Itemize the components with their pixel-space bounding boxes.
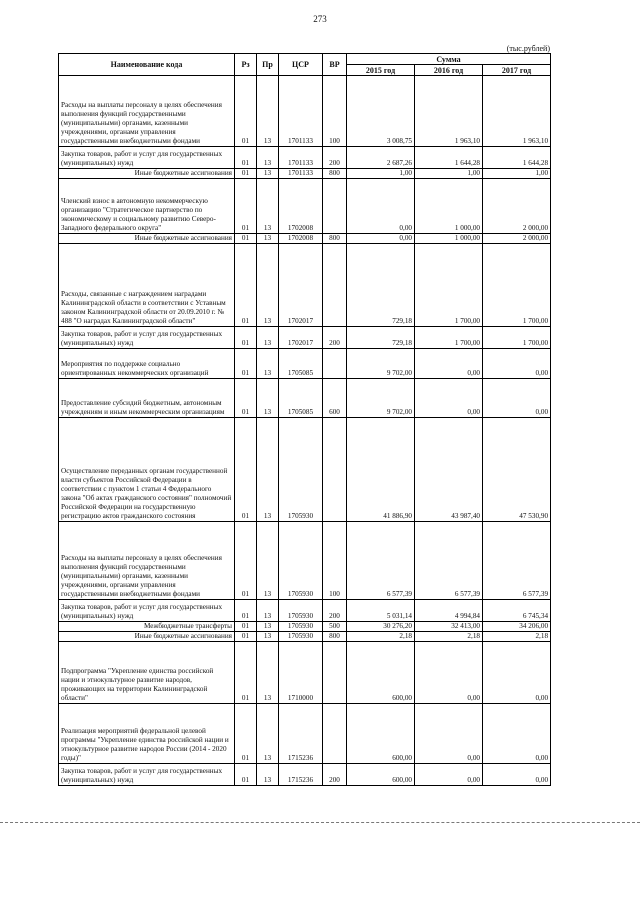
cell-y2017: 1 963,10	[483, 76, 551, 147]
cell-y2017: 0,00	[483, 704, 551, 764]
cell-y2017: 2 000,00	[483, 179, 551, 234]
row-name-text: Иные бюджетные ассигнования	[134, 632, 232, 640]
cell-y2015: 0,00	[347, 234, 415, 244]
cell-csr: 1705085	[279, 349, 323, 379]
row-name-text: Осуществление переданных органам государственной власти субъектов Российской Федерации в соответствии с пунктом 1 статьи 4 Федерального закона "Об актах гражданского состояния" полномочий Российской Федерации на государственную регистрацию актов гражданского состояния	[61, 467, 232, 520]
cell-pr: 13	[257, 622, 279, 632]
cell-pr: 13	[257, 244, 279, 327]
cell-csr: 1705930	[279, 632, 323, 642]
table-row	[59, 622, 551, 632]
cell-vr: 600	[323, 379, 347, 418]
cell-pr: 13	[257, 632, 279, 642]
header-2017: 2017 год	[483, 65, 551, 76]
cell-y2017: 0,00	[483, 349, 551, 379]
row-name	[59, 418, 235, 522]
row-name	[59, 76, 235, 147]
header-vr: ВР	[323, 54, 347, 76]
row-name	[59, 632, 235, 642]
cell-rz: 01	[235, 642, 257, 704]
cell-rz: 01	[235, 169, 257, 179]
cell-y2017: 6 745,34	[483, 600, 551, 622]
row-name	[59, 327, 235, 349]
table-row	[59, 179, 551, 234]
cell-csr: 1702017	[279, 244, 323, 327]
cell-y2016: 1 000,00	[415, 179, 483, 234]
row-name	[59, 704, 235, 764]
cell-y2015: 600,00	[347, 704, 415, 764]
cell-pr: 13	[257, 522, 279, 600]
header-csr: ЦСР	[279, 54, 323, 76]
row-name	[59, 600, 235, 622]
cell-vr	[323, 642, 347, 704]
cell-y2016: 0,00	[415, 704, 483, 764]
cell-vr: 800	[323, 169, 347, 179]
row-name-text: Закупка товаров, работ и услуг для государственных (муниципальных) нужд	[61, 603, 223, 620]
cell-csr: 1702008	[279, 234, 323, 244]
cell-vr: 100	[323, 522, 347, 600]
row-name	[59, 169, 235, 179]
cell-pr: 13	[257, 379, 279, 418]
cell-csr: 1710000	[279, 642, 323, 704]
cell-y2016: 0,00	[415, 349, 483, 379]
cell-y2015: 5 031,14	[347, 600, 415, 622]
row-name	[59, 147, 235, 169]
table-row	[59, 327, 551, 349]
cell-y2017: 47 530,90	[483, 418, 551, 522]
row-name-text: Реализация мероприятий федеральной целевой программы "Укрепление единства российской нации и этнокультурное развитие народов России (2014 - 2020 годы)"	[61, 727, 229, 762]
cell-rz: 01	[235, 622, 257, 632]
cell-y2015: 6 577,39	[347, 522, 415, 600]
table-row	[59, 379, 551, 418]
cell-y2015: 9 702,00	[347, 349, 415, 379]
table-row	[59, 169, 551, 179]
header-sum: Сумма	[347, 54, 551, 65]
row-name-text: Членский взнос в автономную некоммерческую организацию "Стратегическое партнерство по экономическому и социальному развитию Северо-Западного федерального округа"	[61, 197, 216, 232]
cell-rz: 01	[235, 147, 257, 169]
table-row	[59, 418, 551, 522]
cell-y2016: 4 994,84	[415, 600, 483, 622]
cell-rz: 01	[235, 244, 257, 327]
row-name	[59, 642, 235, 704]
budget-table	[58, 53, 551, 786]
row-name	[59, 522, 235, 600]
cell-vr	[323, 704, 347, 764]
cell-csr: 1702017	[279, 327, 323, 349]
cell-y2016: 1 000,00	[415, 234, 483, 244]
cell-vr: 200	[323, 327, 347, 349]
cell-rz: 01	[235, 632, 257, 642]
cell-csr: 1715236	[279, 764, 323, 786]
row-name	[59, 179, 235, 234]
cell-csr: 1701133	[279, 76, 323, 147]
cell-csr: 1705930	[279, 622, 323, 632]
table-row	[59, 642, 551, 704]
cell-vr: 100	[323, 76, 347, 147]
cell-pr: 13	[257, 642, 279, 704]
cell-y2017: 0,00	[483, 764, 551, 786]
cell-csr: 1701133	[279, 169, 323, 179]
cell-vr: 800	[323, 234, 347, 244]
row-name-text: Расходы, связанные с награждением наградами Калининградской области в соответствии с Уставным законом Калининградской области от 20.09.2010 г. № 488 "О наградах Калининградской области"	[61, 290, 226, 325]
page-divider	[0, 822, 640, 823]
row-name-text: Расходы на выплаты персоналу в целях обеспечения выполнения функций государственными (муниципальными) органами, казенными учреждениями, органами управления государственными внебюджетными фондами	[61, 101, 222, 145]
cell-rz: 01	[235, 764, 257, 786]
cell-y2017: 6 577,39	[483, 522, 551, 600]
cell-csr: 1702008	[279, 179, 323, 234]
cell-rz: 01	[235, 179, 257, 234]
table-row	[59, 234, 551, 244]
cell-y2017: 1 644,28	[483, 147, 551, 169]
cell-y2016: 2,18	[415, 632, 483, 642]
row-name-text: Межбюджетные трансферты	[144, 622, 232, 630]
cell-vr: 200	[323, 600, 347, 622]
row-name	[59, 244, 235, 327]
cell-pr: 13	[257, 169, 279, 179]
cell-pr: 13	[257, 327, 279, 349]
cell-vr	[323, 244, 347, 327]
cell-y2016: 43 987,40	[415, 418, 483, 522]
row-name	[59, 234, 235, 244]
cell-y2017: 1,00	[483, 169, 551, 179]
cell-rz: 01	[235, 327, 257, 349]
cell-rz: 01	[235, 349, 257, 379]
header-2015: 2015 год	[347, 65, 415, 76]
cell-pr: 13	[257, 764, 279, 786]
cell-y2016: 0,00	[415, 379, 483, 418]
row-name-text: Предоставление субсидий бюджетным, автономным учреждениям и иным некоммерческим организациям	[61, 399, 225, 416]
table-row	[59, 704, 551, 764]
cell-rz: 01	[235, 418, 257, 522]
cell-y2015: 2 687,26	[347, 147, 415, 169]
cell-csr: 1705930	[279, 522, 323, 600]
cell-vr: 200	[323, 764, 347, 786]
cell-y2015: 0,00	[347, 179, 415, 234]
cell-csr: 1705930	[279, 600, 323, 622]
table-row	[59, 522, 551, 600]
page-number: 273	[313, 14, 327, 24]
cell-y2016: 1 700,00	[415, 327, 483, 349]
table-row	[59, 244, 551, 327]
row-name-text: Подпрограмма "Укрепление единства российской нации и этнокультурное развитие народов, проживающих на территории Калининградской области"	[61, 667, 214, 702]
cell-y2015: 729,18	[347, 327, 415, 349]
cell-vr: 500	[323, 622, 347, 632]
cell-pr: 13	[257, 179, 279, 234]
header-name: Наименование кода	[59, 54, 235, 76]
cell-y2015: 600,00	[347, 642, 415, 704]
cell-y2016: 6 577,39	[415, 522, 483, 600]
cell-y2016: 1,00	[415, 169, 483, 179]
row-name-text: Закупка товаров, работ и услуг для государственных (муниципальных) нужд	[61, 767, 223, 784]
cell-pr: 13	[257, 600, 279, 622]
cell-vr	[323, 349, 347, 379]
header-2016: 2016 год	[415, 65, 483, 76]
row-name	[59, 622, 235, 632]
cell-vr: 200	[323, 147, 347, 169]
cell-y2015: 3 008,75	[347, 76, 415, 147]
row-name-text: Расходы на выплаты персоналу в целях обеспечения выполнения функций государственными (муниципальными) органами, казенными учреждениями, органами управления государственными внебюджетными фондами	[61, 554, 222, 598]
cell-y2017: 1 700,00	[483, 244, 551, 327]
cell-y2016: 1 963,10	[415, 76, 483, 147]
cell-pr: 13	[257, 147, 279, 169]
cell-y2015: 41 886,90	[347, 418, 415, 522]
cell-rz: 01	[235, 379, 257, 418]
units-label: (тыс.рублей)	[506, 44, 550, 53]
table-row	[59, 600, 551, 622]
row-name	[59, 379, 235, 418]
cell-y2015: 600,00	[347, 764, 415, 786]
cell-y2016: 32 413,00	[415, 622, 483, 632]
row-name	[59, 349, 235, 379]
cell-y2016: 1 644,28	[415, 147, 483, 169]
cell-y2017: 2 000,00	[483, 234, 551, 244]
cell-y2016: 0,00	[415, 764, 483, 786]
table-row	[59, 147, 551, 169]
cell-csr: 1701133	[279, 147, 323, 169]
cell-y2015: 1,00	[347, 169, 415, 179]
table-row	[59, 349, 551, 379]
cell-rz: 01	[235, 76, 257, 147]
cell-y2015: 2,18	[347, 632, 415, 642]
cell-y2017: 34 206,00	[483, 622, 551, 632]
cell-y2015: 30 276,20	[347, 622, 415, 632]
cell-vr	[323, 179, 347, 234]
cell-csr: 1715236	[279, 704, 323, 764]
cell-pr: 13	[257, 704, 279, 764]
cell-rz: 01	[235, 522, 257, 600]
row-name	[59, 764, 235, 786]
row-name-text: Иные бюджетные ассигнования	[134, 169, 232, 177]
cell-pr: 13	[257, 418, 279, 522]
cell-pr: 13	[257, 234, 279, 244]
cell-csr: 1705085	[279, 379, 323, 418]
cell-y2015: 9 702,00	[347, 379, 415, 418]
cell-y2017: 1 700,00	[483, 327, 551, 349]
header-rz: Рз	[235, 54, 257, 76]
cell-y2017: 2,18	[483, 632, 551, 642]
cell-y2015: 729,18	[347, 244, 415, 327]
cell-rz: 01	[235, 234, 257, 244]
cell-y2016: 0,00	[415, 642, 483, 704]
table-row	[59, 764, 551, 786]
cell-pr: 13	[257, 76, 279, 147]
cell-rz: 01	[235, 704, 257, 764]
cell-y2017: 0,00	[483, 642, 551, 704]
table-row	[59, 76, 551, 147]
row-name-text: Закупка товаров, работ и услуг для государственных (муниципальных) нужд	[61, 330, 223, 347]
cell-y2016: 1 700,00	[415, 244, 483, 327]
row-name-text: Закупка товаров, работ и услуг для государственных (муниципальных) нужд	[61, 150, 223, 167]
cell-vr	[323, 418, 347, 522]
row-name-text: Иные бюджетные ассигнования	[134, 234, 232, 242]
header-pr: Пр	[257, 54, 279, 76]
cell-vr: 800	[323, 632, 347, 642]
cell-csr: 1705930	[279, 418, 323, 522]
table-row	[59, 632, 551, 642]
cell-y2017: 0,00	[483, 379, 551, 418]
cell-pr: 13	[257, 349, 279, 379]
cell-rz: 01	[235, 600, 257, 622]
row-name-text: Мероприятия по поддержке социально ориентированных некоммерческих организаций	[61, 360, 209, 377]
